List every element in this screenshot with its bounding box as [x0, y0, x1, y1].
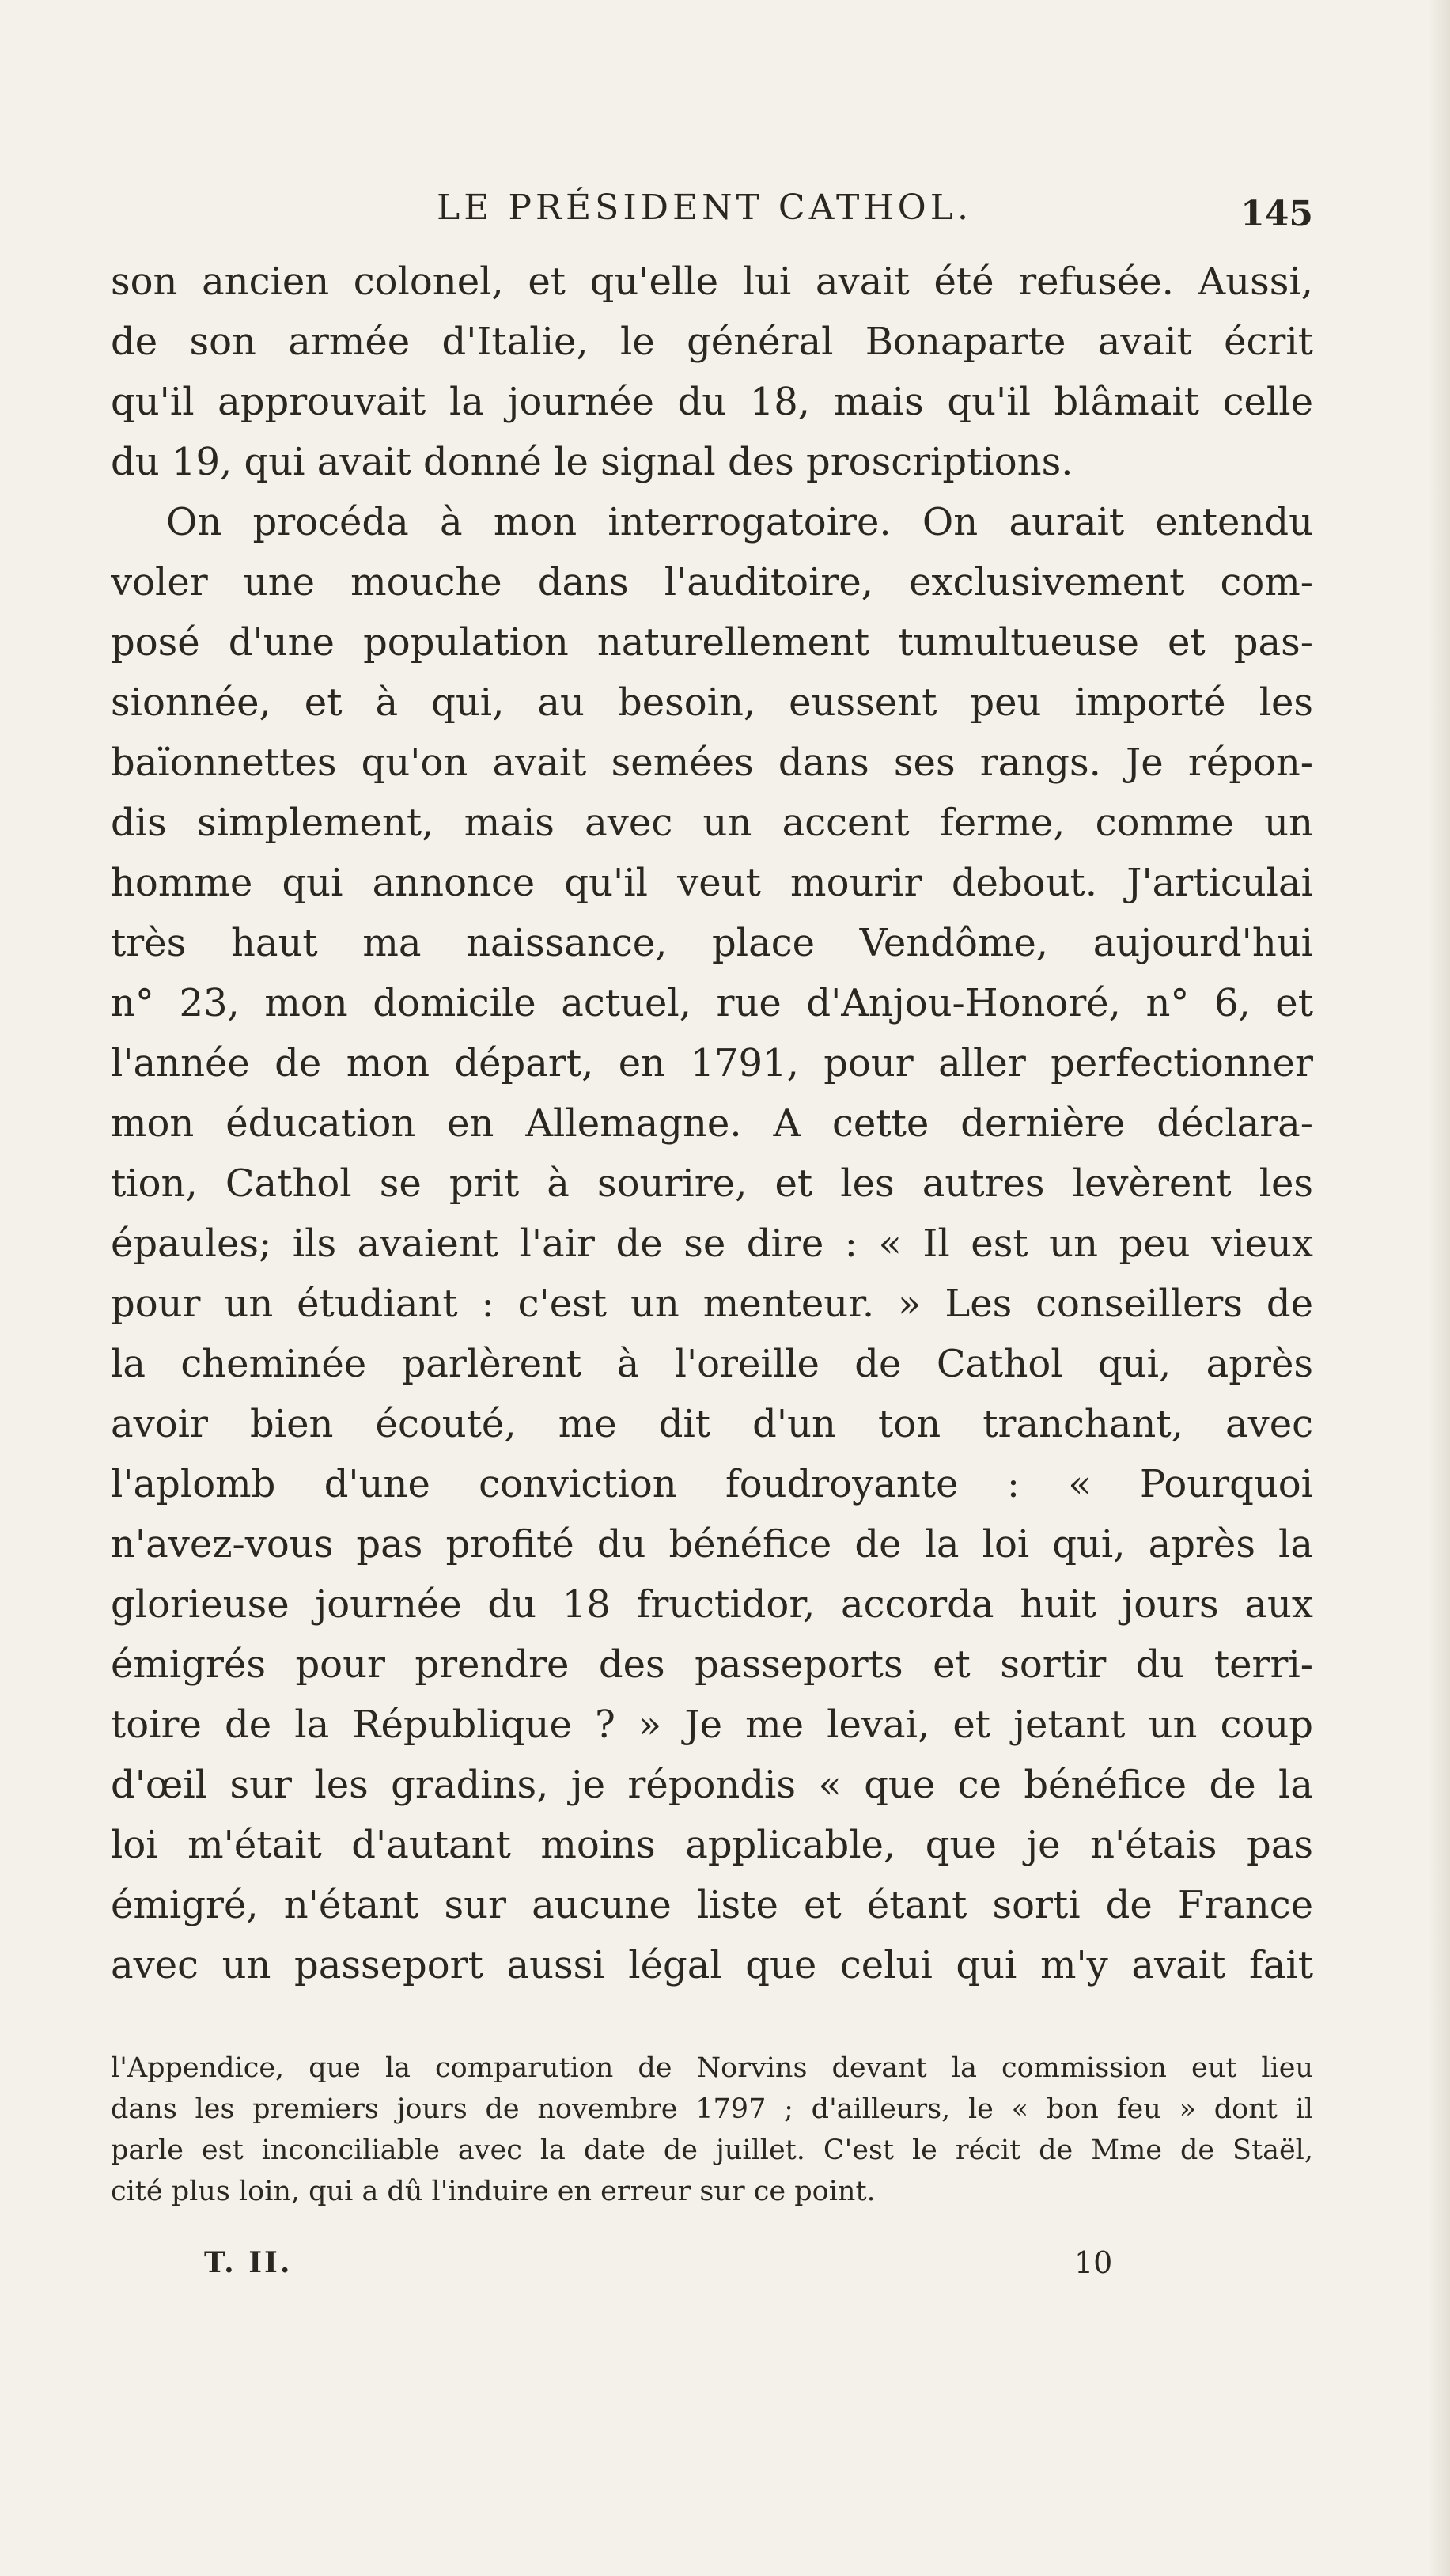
footnote-line: dans les premiers jours de novembre 1797 ; d'ailleurs, le « bon feu » dont il	[111, 2093, 1313, 2125]
text-line: dis simplement, mais avec un accent ferme, comme un	[111, 801, 1313, 845]
page-header	[111, 180, 1313, 236]
footnote-line: parle est inconciliable avec la date de juillet. C'est le récit de Mme de Staël,	[111, 2135, 1313, 2166]
text-line: de son armée d'Italie, le général Bonaparte avait écrit	[111, 320, 1313, 364]
text-line: mon éducation en Allemagne. A cette dernière déclara-	[111, 1101, 1313, 1146]
text-line: avoir bien écouté, me dit d'un ton tranchant, avec	[111, 1402, 1313, 1446]
text-line: posé d'une population naturellement tumultueuse et pas-	[111, 620, 1313, 665]
sheet-number: 10	[1074, 2245, 1113, 2280]
text-line: qu'il approuvait la journée du 18, mais qu'il blâmait celle	[111, 380, 1313, 424]
text-line: On procéda à mon interrogatoire. On aurait entendu	[166, 500, 1313, 544]
text-line: toire de la République ? » Je me levai, et jetant un coup	[111, 1703, 1313, 1747]
text-line: l'année de mon départ, en 1791, pour aller perfectionner	[111, 1041, 1313, 1085]
text-line: son ancien colonel, et qu'elle lui avait été refusée. Aussi,	[111, 259, 1313, 304]
text-line: l'aplomb d'une conviction foudroyante : « Pourquoi	[111, 1462, 1313, 1506]
volume-signature: T. II.	[204, 2246, 293, 2279]
footnote	[111, 2048, 1313, 2212]
text-line: d'œil sur les gradins, je répondis « que ce bénéfice de la	[111, 1763, 1313, 1807]
text-line: épaules; ils avaient l'air de se dire : « Il est un peu vieux	[111, 1222, 1313, 1266]
text-line: loi m'était d'autant moins applicable, que je n'étais pas	[111, 1823, 1313, 1867]
page-edge-shadow	[1428, 0, 1450, 2576]
body-text	[111, 252, 1313, 1995]
footnote-line: l'Appendice, que la comparution de Norvins devant la commission eut lieu	[111, 2052, 1313, 2084]
footnote-line: cité plus loin, qui a dû l'induire en erreur sur ce point.	[111, 2176, 876, 2207]
page-number: 145	[1240, 194, 1313, 234]
text-line: avec un passeport aussi légal que celui qui m'y avait fait	[111, 1943, 1313, 1987]
text-line: émigrés pour prendre des passeports et sortir du terri-	[111, 1642, 1313, 1687]
page-footer	[111, 2239, 1313, 2286]
text-line: homme qui annonce qu'il veut mourir debout. J'articulai	[111, 861, 1313, 905]
text-line: la cheminée parlèrent à l'oreille de Cathol qui, après	[111, 1342, 1313, 1386]
text-line: tion, Cathol se prit à sourire, et les autres levèrent les	[111, 1161, 1313, 1206]
text-line: n° 23, mon domicile actuel, rue d'Anjou-Honoré, n° 6, et	[111, 981, 1313, 1025]
text-line: glorieuse journée du 18 fructidor, accorda huit jours aux	[111, 1582, 1313, 1627]
text-line: baïonnettes qu'on avait semées dans ses rangs. Je répon-	[111, 741, 1313, 785]
text-line: émigré, n'étant sur aucune liste et étant sorti de France	[111, 1883, 1313, 1927]
text-line: du 19, qui avait donné le signal des proscriptions.	[111, 440, 1073, 484]
text-line: sionnée, et à qui, au besoin, eussent peu importé les	[111, 680, 1313, 725]
text-line: pour un étudiant : c'est un menteur. » Les conseillers de	[111, 1282, 1313, 1326]
text-line: très haut ma naissance, place Vendôme, aujourd'hui	[111, 921, 1313, 965]
running-title: LE PRÉSIDENT CATHOL.	[437, 188, 972, 228]
text-line: n'avez-vous pas profité du bénéfice de la loi qui, après la	[111, 1522, 1313, 1566]
text-line: voler une mouche dans l'auditoire, exclusivement com-	[111, 560, 1313, 604]
